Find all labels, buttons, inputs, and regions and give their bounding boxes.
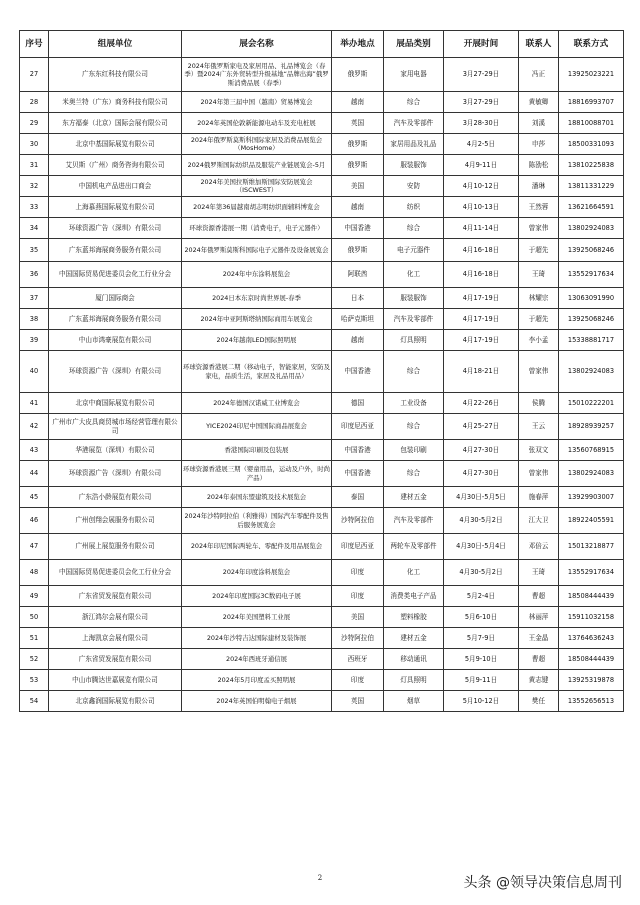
cell-location: 中国香港 [332,440,384,461]
cell-location: 沙特阿拉伯 [332,508,384,534]
cell-location: 俄罗斯 [332,239,384,262]
cell-phone: 13929903007 [559,487,624,508]
cell-organizer: 浙江鸿尔会展有限公司 [49,607,182,628]
cell-exhibition-name: 2024年5月印度孟买照明展 [182,670,332,691]
table-row [20,440,624,461]
cell-exhibition-name: 2024年印尼国际两轮车、零配件及用品展览会 [182,534,332,560]
cell-category: 建材五金 [384,487,444,508]
header-contact: 联系人 [519,31,559,58]
cell-category: 汽车及零部件 [384,309,444,330]
table-row [20,309,624,330]
cell-category: 电子元器件 [384,239,444,262]
cell-no: 30 [20,134,49,155]
cell-no: 54 [20,691,49,712]
cell-no: 43 [20,440,49,461]
cell-date: 3月28-30日 [444,113,519,134]
cell-exhibition-name: 环球资源香港展三期（婴童用品，运动及户外，时尚产品） [182,461,332,487]
cell-category: 综合 [384,351,444,393]
cell-location: 沙特阿拉伯 [332,628,384,649]
cell-date: 4月30日-5月4日 [444,534,519,560]
cell-phone: 18922405591 [559,508,624,534]
cell-date: 4月18-21日 [444,351,519,393]
cell-exhibition-name: 2024日本东京时尚世界展-春季 [182,288,332,309]
cell-phone: 18508444439 [559,649,624,670]
cell-contact: 曹超 [519,586,559,607]
table-row [20,586,624,607]
cell-exhibition-name: 2024年美国塑料工业展 [182,607,332,628]
cell-phone: 15338881717 [559,330,624,351]
cell-organizer: 中国国际贸易促进委员会化工行业分会 [49,262,182,288]
cell-date: 5月7-9日 [444,628,519,649]
cell-category: 化工 [384,262,444,288]
cell-category: 纺织 [384,197,444,218]
cell-no: 42 [20,414,49,440]
header-date: 开展时间 [444,31,519,58]
cell-phone: 13552917634 [559,560,624,586]
table-row [20,351,624,393]
cell-date: 4月17-19日 [444,309,519,330]
cell-organizer: 广东蓝邦海展商务服务有限公司 [49,239,182,262]
cell-date: 5月2-4日 [444,586,519,607]
cell-organizer: 广东省贸发展览有限公司 [49,586,182,607]
cell-category: 烟草 [384,691,444,712]
cell-no: 39 [20,330,49,351]
cell-contact: 侯腾 [519,393,559,414]
cell-location: 中国香港 [332,351,384,393]
table-row [20,218,624,239]
cell-date: 4月27-30日 [444,440,519,461]
cell-contact: 王金晶 [519,628,559,649]
cell-location: 泰国 [332,487,384,508]
cell-organizer: 上海凯京会展有限公司 [49,628,182,649]
cell-exhibition-name: 2024年英国伯明翰电子烟展 [182,691,332,712]
cell-date: 4月17-19日 [444,330,519,351]
cell-contact: 曾家伟 [519,218,559,239]
cell-no: 34 [20,218,49,239]
cell-exhibition-name: 2024年中东涂料展览会 [182,262,332,288]
cell-contact: 林耀宗 [519,288,559,309]
cell-contact: 邓倍云 [519,534,559,560]
cell-no: 31 [20,155,49,176]
cell-phone: 13560768915 [559,440,624,461]
cell-category: 汽车及零部件 [384,113,444,134]
cell-location: 哈萨克斯坦 [332,309,384,330]
header-location: 举办地点 [332,31,384,58]
cell-no: 38 [20,309,49,330]
cell-date: 5月9-10日 [444,649,519,670]
cell-category: 化工 [384,560,444,586]
cell-phone: 15013218877 [559,534,624,560]
table-row [20,534,624,560]
cell-date: 5月10-12日 [444,691,519,712]
cell-no: 28 [20,92,49,113]
cell-date: 4月16-18日 [444,262,519,288]
cell-contact: 王然蓉 [519,197,559,218]
cell-phone: 13063091990 [559,288,624,309]
cell-category: 移动通讯 [384,649,444,670]
cell-location: 俄罗斯 [332,58,384,92]
cell-no: 47 [20,534,49,560]
page-number: 2 [317,874,323,882]
cell-contact: 张双文 [519,440,559,461]
cell-category: 服装服饰 [384,155,444,176]
cell-exhibition-name: 2024年英国伦敦新能源电动车及充电桩展 [182,113,332,134]
cell-category: 灯具照明 [384,670,444,691]
cell-no: 50 [20,607,49,628]
cell-category: 灯具照明 [384,330,444,351]
cell-no: 41 [20,393,49,414]
cell-contact: 黄敏卿 [519,92,559,113]
header-phone: 联系方式 [559,31,624,58]
cell-no: 27 [20,58,49,92]
cell-organizer: 环球资源广告（深圳）有限公司 [49,218,182,239]
table-row [20,560,624,586]
cell-phone: 13621664591 [559,197,624,218]
cell-contact: 曹超 [519,649,559,670]
cell-location: 日本 [332,288,384,309]
cell-phone: 13811331229 [559,176,624,197]
cell-no: 45 [20,487,49,508]
cell-date: 5月6-10日 [444,607,519,628]
cell-contact: 王琦 [519,262,559,288]
cell-date: 4月25-27日 [444,414,519,440]
cell-organizer: 中山市鸿豪展览有限公司 [49,330,182,351]
cell-location: 越南 [332,330,384,351]
cell-phone: 18500331093 [559,134,624,155]
cell-no: 46 [20,508,49,534]
cell-date: 4月17-19日 [444,288,519,309]
table-row [20,134,624,155]
cell-date: 5月9-11日 [444,670,519,691]
cell-contact: 林丽萍 [519,607,559,628]
cell-no: 33 [20,197,49,218]
cell-exhibition-name: 2024年中亚阿斯塔纳国际商用车展览会 [182,309,332,330]
table-row [20,176,624,197]
cell-contact: 于超先 [519,239,559,262]
cell-organizer: 艾贝斯（广州）商务咨询有限公司 [49,155,182,176]
header-category: 展品类别 [384,31,444,58]
cell-date: 4月30-5月2日 [444,508,519,534]
cell-no: 36 [20,262,49,288]
cell-no: 51 [20,628,49,649]
cell-phone: 13552656513 [559,691,624,712]
cell-category: 工业设备 [384,393,444,414]
cell-exhibition-name: 2024年俄罗斯家电及家居用品、礼品博览会（春季）暨2024广东外贸转型升级基地“品牌出海”俄罗斯消费品展（春季） [182,58,332,92]
cell-location: 俄罗斯 [332,155,384,176]
cell-no: 40 [20,351,49,393]
cell-organizer: 中国国际贸易促进委员会化工行业分会 [49,560,182,586]
cell-category: 家用电器 [384,58,444,92]
cell-category: 消费类电子产品 [384,586,444,607]
cell-phone: 13764636243 [559,628,624,649]
cell-exhibition-name: 环球资源香港展二期（移动电子，智能家居，安防及家电，品质生活，家居及礼品用品） [182,351,332,393]
table-row [20,239,624,262]
cell-contact: 江大卫 [519,508,559,534]
cell-date: 4月22-26日 [444,393,519,414]
cell-no: 35 [20,239,49,262]
table-row [20,58,624,92]
table-row [20,691,624,712]
table-row [20,92,624,113]
cell-category: 综合 [384,414,444,440]
cell-organizer: 广州展上展览服务有限公司 [49,534,182,560]
cell-organizer: 广州市广大皮具商贸城市场经营管理有限公司 [49,414,182,440]
cell-contact: 王琦 [519,560,559,586]
table-row [20,262,624,288]
cell-location: 印度 [332,670,384,691]
cell-no: 52 [20,649,49,670]
cell-location: 越南 [332,197,384,218]
cell-organizer: 广东蓝邦海展商务服务有限公司 [49,309,182,330]
cell-contact: 王云 [519,414,559,440]
cell-phone: 18810088701 [559,113,624,134]
header-exhibition-name: 展会名称 [182,31,332,58]
table-row [20,607,624,628]
cell-organizer: 环球资源广告（深圳）有限公司 [49,351,182,393]
cell-no: 44 [20,461,49,487]
cell-category: 建材五金 [384,628,444,649]
cell-category: 综合 [384,461,444,487]
cell-organizer: 北京中商国际展览有限公司 [49,393,182,414]
cell-organizer: 广东东红科技有限公司 [49,58,182,92]
table-row [20,461,624,487]
table-row [20,649,624,670]
cell-location: 德国 [332,393,384,414]
cell-no: 49 [20,586,49,607]
cell-category: 汽车及零部件 [384,508,444,534]
cell-location: 印度尼西亚 [332,534,384,560]
cell-organizer: 环球资源广告（深圳）有限公司 [49,461,182,487]
cell-location: 美国 [332,607,384,628]
cell-organizer: 上海慕燕国际展览有限公司 [49,197,182,218]
cell-no: 32 [20,176,49,197]
cell-exhibition-name: 2024年美国拉斯维加斯国际安防展览会（ISCWEST） [182,176,332,197]
cell-exhibition-name: 2024年西班牙通信展 [182,649,332,670]
cell-organizer: 广东浩小龄展览有限公司 [49,487,182,508]
cell-category: 综合 [384,92,444,113]
cell-category: 综合 [384,218,444,239]
cell-organizer: 米奥兰特（广东）商务科技有限公司 [49,92,182,113]
cell-date: 3月27-29日 [444,58,519,92]
table-row [20,393,624,414]
cell-phone: 13925319878 [559,670,624,691]
cell-no: 53 [20,670,49,691]
cell-phone: 13810225838 [559,155,624,176]
cell-category: 服装服饰 [384,288,444,309]
cell-contact: 陈劭松 [519,155,559,176]
cell-location: 俄罗斯 [332,134,384,155]
cell-location: 印度 [332,586,384,607]
cell-exhibition-name: 2024年泰国东盟建筑及技术展览会 [182,487,332,508]
cell-date: 4月16-18日 [444,239,519,262]
cell-exhibition-name: 2024年印度国际3C数码电子展 [182,586,332,607]
cell-exhibition-name: 2024年沙特吉达国际建材及装饰展 [182,628,332,649]
cell-organizer: 东方福泰（北京）国际会展有限公司 [49,113,182,134]
cell-phone: 15911032158 [559,607,624,628]
cell-exhibition-name: 2024俄罗斯国际纺织品及服装产业链展览会-5月 [182,155,332,176]
cell-location: 英国 [332,113,384,134]
cell-location: 印度 [332,560,384,586]
cell-organizer: 北京鑫润国际展览有限公司 [49,691,182,712]
cell-exhibition-name: 2024年第36届越南胡志明纺织面辅料博览会 [182,197,332,218]
cell-location: 英国 [332,691,384,712]
cell-organizer: 华港展览（深圳）有限公司 [49,440,182,461]
cell-exhibition-name: 2024年越南LED国际照明展 [182,330,332,351]
cell-contact: 冯正 [519,58,559,92]
cell-contact: 黄志键 [519,670,559,691]
watermark: 头条 @领导决策信息周刊 [463,875,622,891]
cell-contact: 曾家伟 [519,351,559,393]
cell-date: 4月27-30日 [444,461,519,487]
table-row [20,330,624,351]
cell-date: 4月10-13日 [444,197,519,218]
table-row [20,670,624,691]
cell-location: 中国香港 [332,461,384,487]
cell-date: 4月9-11日 [444,155,519,176]
cell-category: 安防 [384,176,444,197]
cell-phone: 18816993707 [559,92,624,113]
table-row [20,508,624,534]
cell-exhibition-name: 2024年俄罗斯莫斯科国际电子元器件及设备展览会 [182,239,332,262]
header-organizer: 组展单位 [49,31,182,58]
cell-date: 3月27-29日 [444,92,519,113]
cell-location: 美国 [332,176,384,197]
cell-organizer: 厦门国际商会 [49,288,182,309]
cell-phone: 13925068246 [559,309,624,330]
cell-date: 4月30日-5月5日 [444,487,519,508]
cell-exhibition-name: 2024年第三届中国（越南）贸易博览会 [182,92,332,113]
cell-category: 家居用品及礼品 [384,134,444,155]
cell-contact: 樊任 [519,691,559,712]
cell-organizer: 中山市腾达世嘉展览有限公司 [49,670,182,691]
cell-contact: 刘溪 [519,113,559,134]
cell-phone: 13925068246 [559,239,624,262]
cell-location: 印度尼西亚 [332,414,384,440]
cell-exhibition-name: YICE2024印尼中国国际商品展览会 [182,414,332,440]
cell-date: 4月2-5日 [444,134,519,155]
cell-exhibition-name: 香港国际印刷及包装展 [182,440,332,461]
cell-exhibition-name: 2024年俄罗斯莫斯科国际家居及消费品展览会（MosHome） [182,134,332,155]
table-row [20,288,624,309]
cell-organizer: 广东省贸发展览有限公司 [49,649,182,670]
cell-location: 中国香港 [332,218,384,239]
cell-category: 包装印刷 [384,440,444,461]
cell-phone: 13802924083 [559,461,624,487]
cell-organizer: 北京中基国际展览有限公司 [49,134,182,155]
cell-location: 西班牙 [332,649,384,670]
cell-contact: 曾家伟 [519,461,559,487]
cell-phone: 13552917634 [559,262,624,288]
cell-date: 4月10-12日 [444,176,519,197]
exhibition-table [19,30,624,712]
cell-location: 越南 [332,92,384,113]
cell-category: 两轮车及零部件 [384,534,444,560]
cell-no: 29 [20,113,49,134]
cell-contact: 李小孟 [519,330,559,351]
cell-organizer: 广州创翔会展服务有限公司 [49,508,182,534]
cell-exhibition-name: 2024年沙特阿拉伯（利雅得）国际汽车零配件及售后服务展览会 [182,508,332,534]
cell-no: 37 [20,288,49,309]
cell-organizer: 中国机电产品进出口商会 [49,176,182,197]
cell-exhibition-name: 环球资源香港展一期（消费电子，电子元器件） [182,218,332,239]
table-row [20,487,624,508]
table-row [20,628,624,649]
table-row [20,113,624,134]
cell-phone: 13925023221 [559,58,624,92]
cell-no: 48 [20,560,49,586]
cell-location: 阿联酋 [332,262,384,288]
cell-category: 塑料橡胶 [384,607,444,628]
cell-contact: 于超先 [519,309,559,330]
header-no: 序号 [20,31,49,58]
cell-date: 4月30-5月2日 [444,560,519,586]
cell-phone: 15010222201 [559,393,624,414]
cell-phone: 13802924083 [559,351,624,393]
cell-phone: 18928939257 [559,414,624,440]
table-body [20,58,624,712]
cell-phone: 18508444439 [559,586,624,607]
table-row [20,414,624,440]
cell-contact: 申莎 [519,134,559,155]
table-header-row [20,31,624,58]
cell-contact: 潘琳 [519,176,559,197]
cell-phone: 13802924083 [559,218,624,239]
cell-exhibition-name: 2024年印度涂料展览会 [182,560,332,586]
table-row [20,197,624,218]
cell-exhibition-name: 2024年德国汉诺威工业博览会 [182,393,332,414]
table-row [20,155,624,176]
cell-date: 4月11-14日 [444,218,519,239]
cell-contact: 施春萍 [519,487,559,508]
